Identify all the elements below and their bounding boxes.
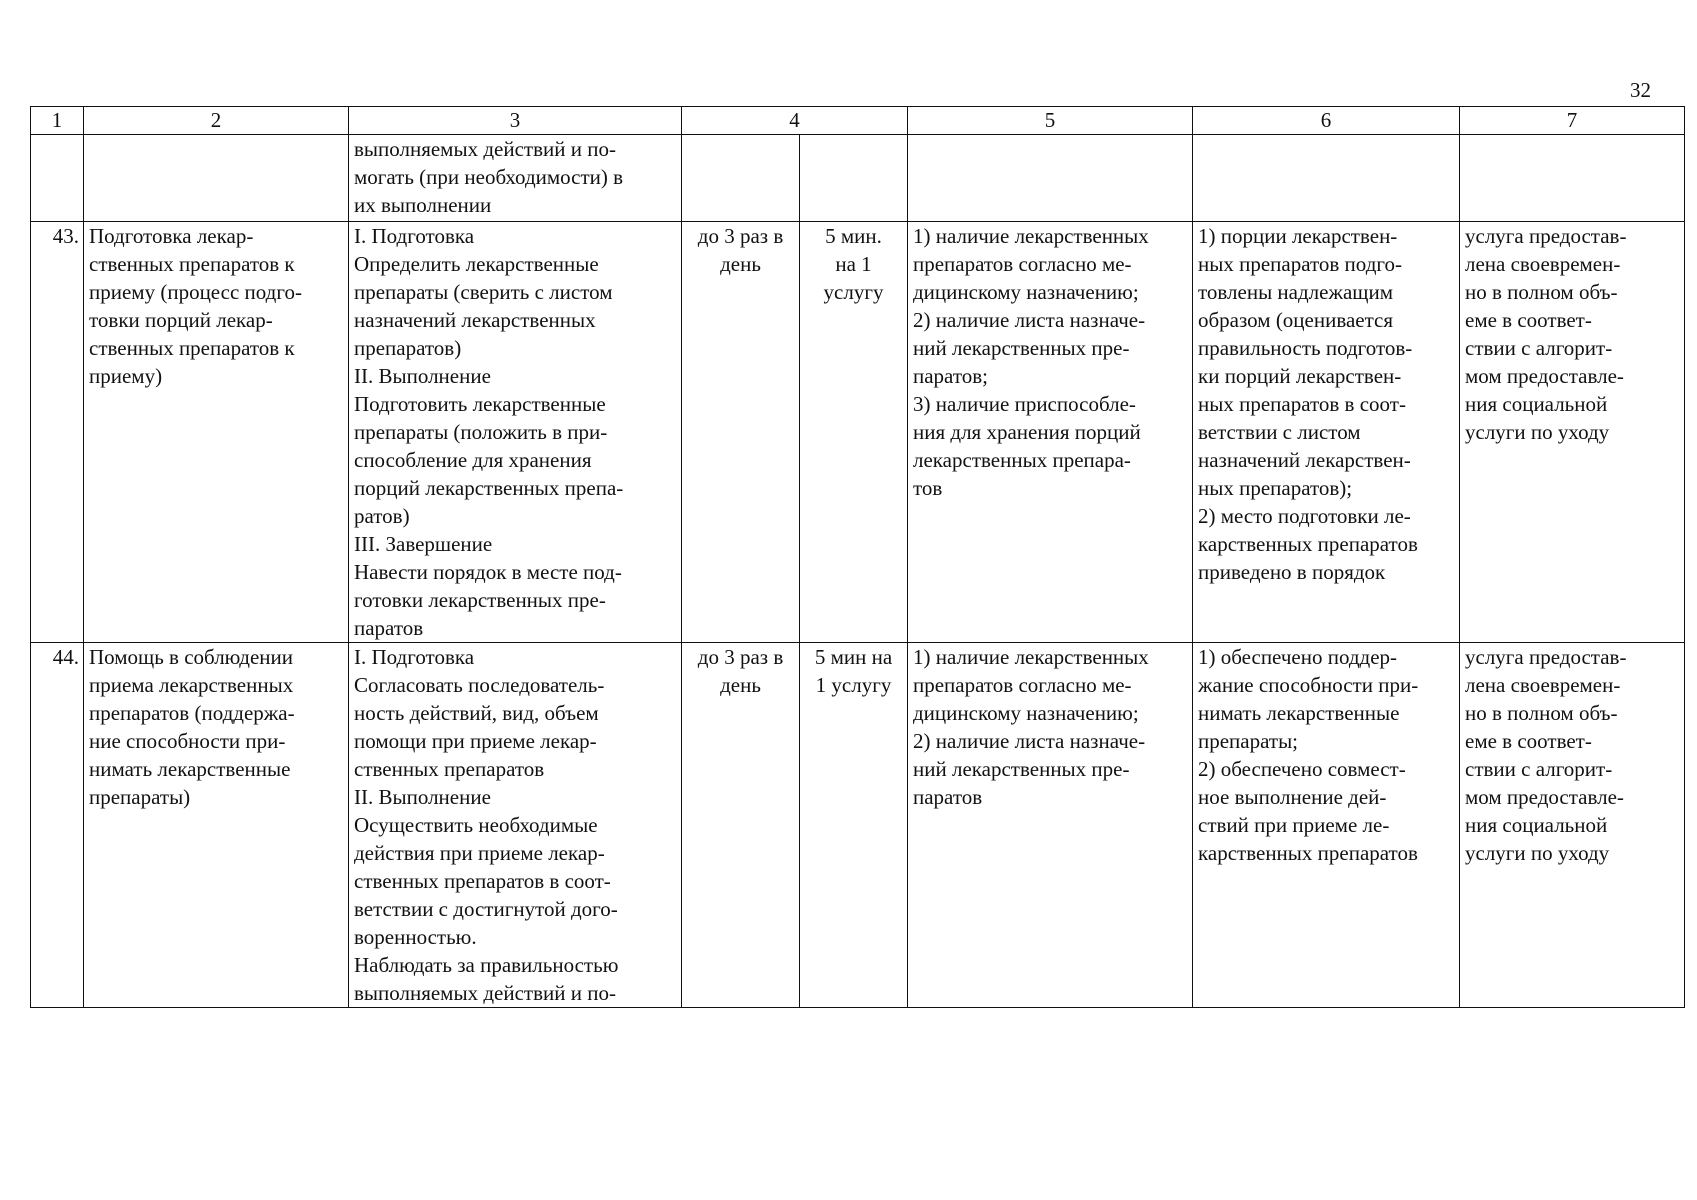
cell-empty xyxy=(1460,135,1685,222)
header-col-6: 6 xyxy=(1193,107,1460,135)
cell-procedure-continued: выполняемых действий и по- могать (при необходимости) в их выполнении xyxy=(349,135,682,222)
services-table xyxy=(30,106,1685,1008)
cell-conditions: 1) наличие лекарственных препаратов согласно ме- дицинскому назначению; 2) наличие листа назначе- ний лекарственных пре- паратов; 3) наличие приспособле- ния для хранения порций лекарственных препара- тов xyxy=(908,222,1193,643)
cell-empty xyxy=(908,135,1193,222)
cell-number: 43. xyxy=(31,222,84,643)
cell-time: 5 мин. на 1 услугу xyxy=(800,222,908,643)
cell-service-name: Подготовка лекар- ственных препаратов к приему (процесс подго- товки порций лекар- ственных препаратов к приему) xyxy=(84,222,349,643)
cell-empty xyxy=(31,135,84,222)
page-number: 32 xyxy=(1630,78,1651,102)
header-col-3: 3 xyxy=(349,107,682,135)
cell-number: 44. xyxy=(31,643,84,1008)
header-row xyxy=(31,107,1685,135)
cell-empty xyxy=(800,135,908,222)
cell-empty xyxy=(84,135,349,222)
header-col-4: 4 xyxy=(682,107,908,135)
cell-result: услуга предостав- лена своевремен- но в полном объ- еме в соответ- ствии с алгорит- мом предоставле- ния социальной услуги по уходу xyxy=(1460,222,1685,643)
cell-service-name: Помощь в соблюдении приема лекарственных препаратов (поддержа- ние способности при- нимать лекарственные препараты) xyxy=(84,643,349,1008)
cell-indicators: 1) обеспечено поддер- жание способности при- нимать лекарственные препараты; 2) обеспечено совмест- ное выполнение дей- ствий при приеме ле- карственных препаратов xyxy=(1193,643,1460,1008)
table-row xyxy=(31,643,1685,1008)
cell-frequency: до 3 раз в день xyxy=(682,222,800,643)
header-col-2: 2 xyxy=(84,107,349,135)
cell-indicators: 1) порции лекарствен- ных препаратов подго- товлены надлежащим образом (оценивается правильность подготов- ки порций лекарствен- ных препаратов в соот- ветствии с листом назначений лекарствен- ных препаратов); 2) место подготовки ле- карственных препаратов приведено в порядок xyxy=(1193,222,1460,643)
cell-frequency: до 3 раз в день xyxy=(682,643,800,1008)
header-col-5: 5 xyxy=(908,107,1193,135)
header-col-1: 1 xyxy=(31,107,84,135)
cell-conditions: 1) наличие лекарственных препаратов согласно ме- дицинскому назначению; 2) наличие листа назначе- ний лекарственных пре- паратов xyxy=(908,643,1193,1008)
cell-procedure: I. Подготовка Определить лекарственные препараты (сверить с листом назначений лекарственных препаратов) II. Выполнение Подготовить лекарственные препараты (положить в при- способление для хранения порций лекарственных препа- ратов) III. Завершение Навести порядок в месте под- готовки лекарственных пре- паратов xyxy=(349,222,682,643)
cell-time: 5 мин на 1 услугу xyxy=(800,643,908,1008)
cell-empty xyxy=(682,135,800,222)
continuation-row xyxy=(31,135,1685,222)
header-col-7: 7 xyxy=(1460,107,1685,135)
cell-procedure: I. Подготовка Согласовать последователь- ность действий, вид, объем помощи при приеме лекар- ственных препаратов II. Выполнение Осуществить необходимые действия при приеме лекар- ственных препаратов в соот- ветствии с достигнутой дого- воренностью. Наблюдать за правильностью выполняемых действий и по- xyxy=(349,643,682,1008)
table-row xyxy=(31,222,1685,643)
cell-result: услуга предостав- лена своевремен- но в полном объ- еме в соответ- ствии с алгорит- мом предоставле- ния социальной услуги по уходу xyxy=(1460,643,1685,1008)
cell-empty xyxy=(1193,135,1460,222)
